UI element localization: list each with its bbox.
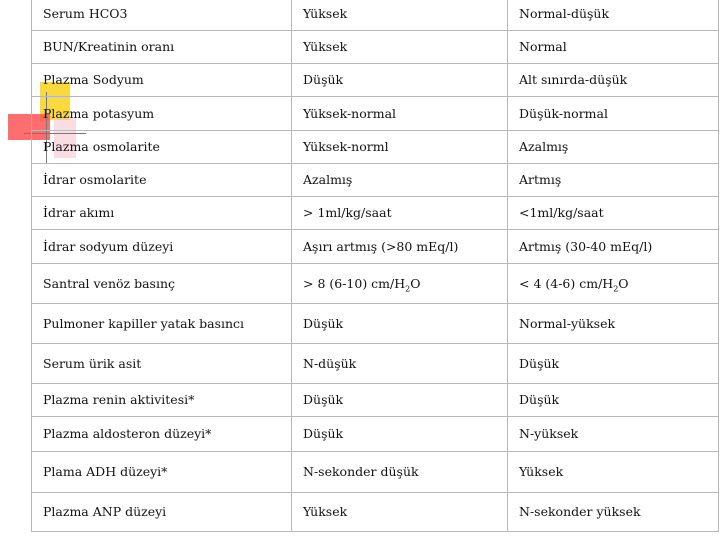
- column-2-value: Yüksek: [292, 31, 508, 64]
- column-2-value: N-düşük: [292, 344, 508, 384]
- column-2-value: Düşük: [292, 64, 508, 97]
- row-parameter: İdrar akımı: [32, 197, 292, 230]
- column-2-value: [292, 264, 508, 304]
- table-row: [32, 164, 719, 197]
- row-parameter: BUN/Kreatinin oranı: [32, 31, 292, 64]
- column-3-value: Artmış: [508, 164, 719, 197]
- value-text: > 8 (6-10) cm/H: [303, 275, 406, 291]
- row-parameter: Pulmoner kapiller yatak basıncı: [32, 304, 292, 344]
- table-row: [32, 31, 719, 64]
- column-2-value: Yüksek-norml: [292, 131, 508, 164]
- row-parameter: Santral venöz basınç: [32, 264, 292, 304]
- table-row: [32, 97, 719, 131]
- column-3-value: Düşük-normal: [508, 97, 719, 131]
- table-row: [32, 230, 719, 264]
- column-3-value: Düşük: [508, 344, 719, 384]
- value-text: O: [618, 275, 629, 291]
- table-row: [32, 452, 719, 493]
- row-parameter: İdrar sodyum düzeyi: [32, 230, 292, 264]
- column-3-value: Düşük: [508, 384, 719, 417]
- column-3-value: Alt sınırda-düşük: [508, 64, 719, 97]
- column-2-value: Aşırı artmış (>80 mEq/l): [292, 230, 508, 264]
- table-row: [32, 304, 719, 344]
- row-parameter: Plazma Sodyum: [32, 64, 292, 97]
- table-row: [32, 493, 719, 532]
- row-parameter: Plazma renin aktivitesi*: [32, 384, 292, 417]
- row-parameter: Plazma osmolarite: [32, 131, 292, 164]
- row-parameter: Plama ADH düzeyi*: [32, 452, 292, 493]
- comparison-table: [31, 0, 719, 532]
- column-3-value: Yüksek: [508, 452, 719, 493]
- row-parameter: Plazma potasyum: [32, 97, 292, 131]
- column-3-value: Normal-yüksek: [508, 304, 719, 344]
- column-3-value: N-yüksek: [508, 417, 719, 452]
- column-2-value: Yüksek-normal: [292, 97, 508, 131]
- column-2-value: Düşük: [292, 384, 508, 417]
- table-row: [32, 197, 719, 230]
- column-2-value: Azalmış: [292, 164, 508, 197]
- column-2-value: N-sekonder düşük: [292, 452, 508, 493]
- value-text: O: [410, 275, 421, 291]
- row-parameter: Serum HCO3: [32, 0, 292, 31]
- table-row: [32, 264, 719, 304]
- row-parameter: İdrar osmolarite: [32, 164, 292, 197]
- column-2-value: > 1ml/kg/saat: [292, 197, 508, 230]
- column-3-value: Normal-düşük: [508, 0, 719, 31]
- table-row: [32, 417, 719, 452]
- column-3-value: Artmış (30-40 mEq/l): [508, 230, 719, 264]
- column-2-value: Yüksek: [292, 0, 508, 31]
- column-3-value: [508, 264, 719, 304]
- column-2-value: Yüksek: [292, 493, 508, 532]
- column-2-value: Düşük: [292, 304, 508, 344]
- row-parameter: Plazma ANP düzeyi: [32, 493, 292, 532]
- value-text: < 4 (4-6) cm/H: [519, 275, 614, 291]
- subscript: 2: [405, 284, 411, 293]
- table-row: [32, 0, 719, 31]
- table-row: [32, 344, 719, 384]
- column-3-value: <1ml/kg/saat: [508, 197, 719, 230]
- table-row: [32, 64, 719, 97]
- column-3-value: Normal: [508, 31, 719, 64]
- row-parameter: Serum ürik asit: [32, 344, 292, 384]
- column-2-value: Düşük: [292, 417, 508, 452]
- table-row: [32, 384, 719, 417]
- table-row: [32, 131, 719, 164]
- row-parameter: Plazma aldosteron düzeyi*: [32, 417, 292, 452]
- column-3-value: N-sekonder yüksek: [508, 493, 719, 532]
- subscript: 2: [613, 284, 619, 293]
- column-3-value: Azalmış: [508, 131, 719, 164]
